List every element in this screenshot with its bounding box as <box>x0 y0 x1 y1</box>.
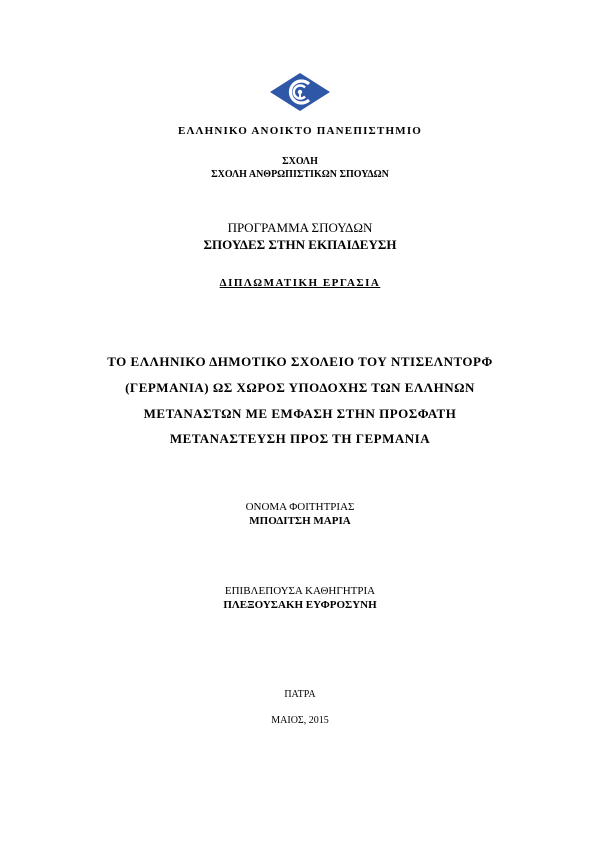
program-name: ΣΠΟΥΔΕΣ ΣΤΗΝ ΕΚΠΑΙΔΕΥΣΗ <box>203 237 397 252</box>
school-label: ΣΧΟΛΗ <box>282 156 318 167</box>
date: ΜΑΙΟΣ, 2015 <box>271 715 329 726</box>
program-label: ΠΡΟΓΡΑΜΜΑ ΣΠΟΥΔΩΝ <box>227 220 373 235</box>
thesis-title-line: ΤΟ ΕΛΛΗΝΙΚΟ ΔΗΜΟΤΙΚΟ ΣΧΟΛΕΙΟ ΤΟΥ ΝΤΙΣΕΛΝΤΟΡΦ <box>107 354 493 369</box>
university-logo-icon <box>269 72 331 112</box>
school-name: ΣΧΟΛΗ ΑΝΘΡΩΠΙΣΤΙΚΩΝ ΣΠΟΥΔΩΝ <box>211 169 389 180</box>
document-type: ΔΙΠΛΩΜΑΤΙΚΗ ΕΡΓΑΣΙΑ <box>219 277 381 289</box>
thesis-title-line: ΜΕΤΑΝΑΣΤΩΝ ΜΕ ΕΜΦΑΣΗ ΣΤΗΝ ΠΡΟΣΦΑΤΗ <box>143 406 457 421</box>
student-label: ΟΝΟΜΑ ΦΟΙΤΗΤΡΙΑΣ <box>245 501 355 513</box>
city: ΠΑΤΡΑ <box>284 689 316 700</box>
thesis-title-line: ΜΕΤΑΝΑΣΤΕΥΣΗ ΠΡΟΣ ΤΗ ΓΕΡΜΑΝΙΑ <box>169 431 431 446</box>
supervisor-name: ΠΛΕΞΟΥΣΑΚΗ ΕΥΦΡΟΣΥΝΗ <box>223 599 377 611</box>
student-name: ΜΠΟΔΙΤΣΗ ΜΑΡΙΑ <box>249 515 351 527</box>
thesis-title-line: (ΓΕΡΜΑΝΙΑ) ΩΣ ΧΩΡΟΣ ΥΠΟΔΟΧΗΣ ΤΩΝ ΕΛΛΗΝΩΝ <box>125 380 475 395</box>
supervisor-label: ΕΠΙΒΛΕΠΟΥΣΑ ΚΑΘΗΓΗΤΡΙΑ <box>224 585 376 597</box>
university-name: ΕΛΛΗΝΙΚΟ ΑΝΟΙΚΤΟ ΠΑΝΕΠΙΣΤΗΜΙΟ <box>177 125 423 137</box>
